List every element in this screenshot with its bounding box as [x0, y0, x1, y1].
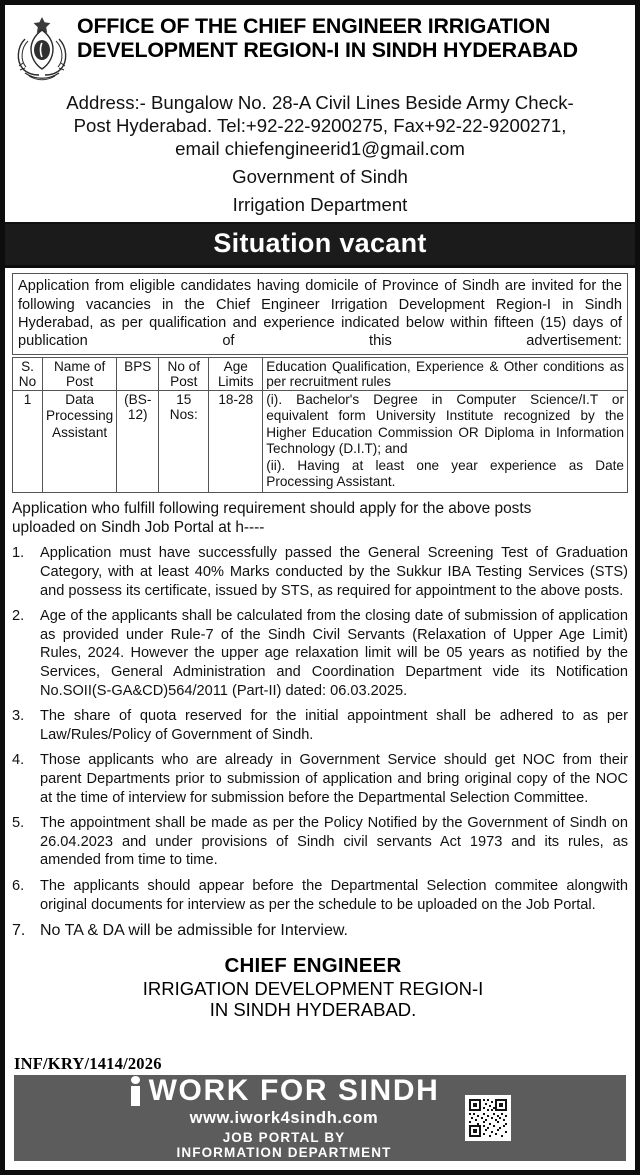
- list-item-text: The share of quota reserved for the initial appointment shall be adhered to as per Law/Rules/Policy of Government of Sindh.: [40, 708, 628, 743]
- list-item: [12, 607, 628, 700]
- email-line: email chiefengineerid1@gmail.com: [175, 138, 465, 160]
- lead-paragraph: [12, 499, 628, 538]
- list-item-number: 7.: [12, 922, 26, 940]
- vacancy-table: [12, 357, 628, 493]
- footer-portal-line-1: JOB PORTAL BY: [222, 1130, 346, 1145]
- list-item: [12, 877, 628, 914]
- list-item: [12, 707, 628, 744]
- qr-code-icon[interactable]: [465, 1095, 511, 1141]
- list-item-number: 4.: [12, 752, 25, 769]
- column-header-name-of-post: Name of Post: [43, 357, 117, 390]
- body: [5, 268, 635, 1020]
- list-item-number: 5.: [12, 815, 25, 832]
- column-header-education: Education Qualification, Experience & Other conditions as per recruitment rules: [263, 357, 628, 390]
- lead-line-1: Application who fulfill following requirement should apply for the above posts: [12, 499, 532, 517]
- cell-age-limits: 18-28: [209, 391, 263, 493]
- cell-education: [263, 391, 628, 493]
- column-header-sno: S. No: [13, 357, 43, 390]
- footer-text-block: [129, 1076, 440, 1160]
- footer-website[interactable]: www.iwork4sindh.com: [189, 1109, 379, 1127]
- list-item-text: Application must have successfully passed the General Screening Test of Graduation Category, with at least 40% Marks conducted by the Sukkur IBA Testing Services (STS) and possess its certificate, issued by STS, as required for appointment to the above posts.: [40, 545, 628, 599]
- address-line-1: Address:- Bungalow No. 28-A Civil Lines Beside Army Check-: [66, 92, 574, 113]
- iwork-brand-line: [129, 1076, 440, 1106]
- list-item: [12, 544, 628, 600]
- intro-paragraph: Application from eligible candidates having domicile of Province of Sindh are invited for the following vacancies in the Chief Engineer Irrigation Development Region-I in Sindh Hyderabad, as per qualification and experience indicated below within fifteen (15) days of publication of this advertisement:: [12, 273, 628, 354]
- column-header-no-of-post: No of Post: [159, 357, 209, 390]
- list-item-number: 3.: [12, 708, 25, 725]
- signature-office-line-2: IN SINDH HYDERABAD.: [209, 999, 417, 1021]
- list-item-text: The appointment shall be made as per the Policy Notified by the Government of Sindh on 26.04.2023 and under provisions of Sindh civil servants Act 1973 and its rules, as amended from time to time.: [40, 815, 628, 869]
- department-line: Irrigation Department: [232, 193, 408, 215]
- list-item-number: 6.: [12, 877, 25, 894]
- government-line: Government of Sindh: [232, 166, 408, 188]
- brand-label: WORK FOR SINDH: [148, 1075, 440, 1107]
- list-item-text: No TA & DA will be admissible for Interview.: [40, 922, 348, 940]
- list-item: [12, 921, 628, 941]
- education-requirement-ii: (ii). Having at least one year experience as Date Processing Assistant.: [266, 457, 624, 490]
- column-header-age-limits: Age Limits: [209, 357, 263, 390]
- footer-inner: [129, 1076, 512, 1160]
- footer-portal-line-2: INFORMATION DEPARTMENT: [176, 1145, 392, 1160]
- conditions-list: [12, 544, 628, 941]
- office-title-line-2: DEVELOPMENT REGION-I IN SINDH HYDERABAD: [77, 37, 578, 62]
- address-line-2: Post Hyderabad. Tel:+92-22-9200275, Fax+92-22-9200271,: [73, 114, 567, 136]
- list-item: [12, 814, 628, 870]
- i-person-icon: [129, 1076, 142, 1106]
- table-row: [13, 391, 628, 493]
- government-of-sindh-emblem-icon: [11, 13, 73, 85]
- column-header-bps: BPS: [117, 357, 159, 390]
- list-item-text: Age of the applicants shall be calculated from the closing date of submission of application as provided under Rule-7 of the Sindh Civil Servants (Relaxation of Upper Age Limit) Rules, 2024. However the upper age relaxation limit will be 05 years as notified by the Services, General Administration and Coordination Department vide its Notification No.SOII(S-GA&CD)564/2011 (Part-II) dated: 06.03.2025.: [40, 608, 628, 699]
- table-header-row: [13, 357, 628, 390]
- lead-line-2: uploaded on Sindh Job Portal at h----: [12, 519, 265, 537]
- list-item-number: 2.: [12, 608, 25, 625]
- office-title: [77, 9, 629, 63]
- list-item: [12, 751, 628, 807]
- education-requirement-i: (i). Bachelor's Degree in Computer Science/I.T or equivalent form University Institute recognized by the Higher Education Commission OR Diploma in Information Technology (D.I.T); and: [266, 392, 624, 457]
- cell-no-of-post: 15 Nos:: [159, 391, 209, 493]
- inf-number: INF/KRY/1414/2026: [14, 1054, 162, 1073]
- address-block: [11, 92, 629, 216]
- list-item-text: The applicants should appear before the Departmental Selection commitee alongwith original documents for interview as per the schedule to be uploaded on the Job Portal.: [40, 877, 628, 913]
- signature-office-line-1: IRRIGATION DEVELOPMENT REGION-I: [142, 977, 484, 999]
- cell-bps: (BS-12): [117, 391, 159, 493]
- list-item-number: 1.: [12, 545, 25, 562]
- office-title-line-1: OFFICE OF THE CHIEF ENGINEER IRRIGATION: [77, 14, 551, 38]
- header: [5, 5, 635, 224]
- cell-sno: 1: [13, 391, 43, 493]
- list-item-text: Those applicants who are already in Government Service should get NOC from their parent Departments prior to submission of application and bring original copy of the NOC at the time of interview for submission before the Departmental Selection Committee.: [40, 752, 628, 806]
- signature-title: CHIEF ENGINEER: [224, 953, 402, 977]
- footer-banner: [14, 1075, 626, 1161]
- header-top-row: [11, 9, 629, 85]
- cell-name-of-post: Data Processing Assistant: [43, 391, 117, 493]
- signature-block: [12, 954, 628, 1021]
- situation-vacant-banner: Situation vacant: [5, 224, 635, 268]
